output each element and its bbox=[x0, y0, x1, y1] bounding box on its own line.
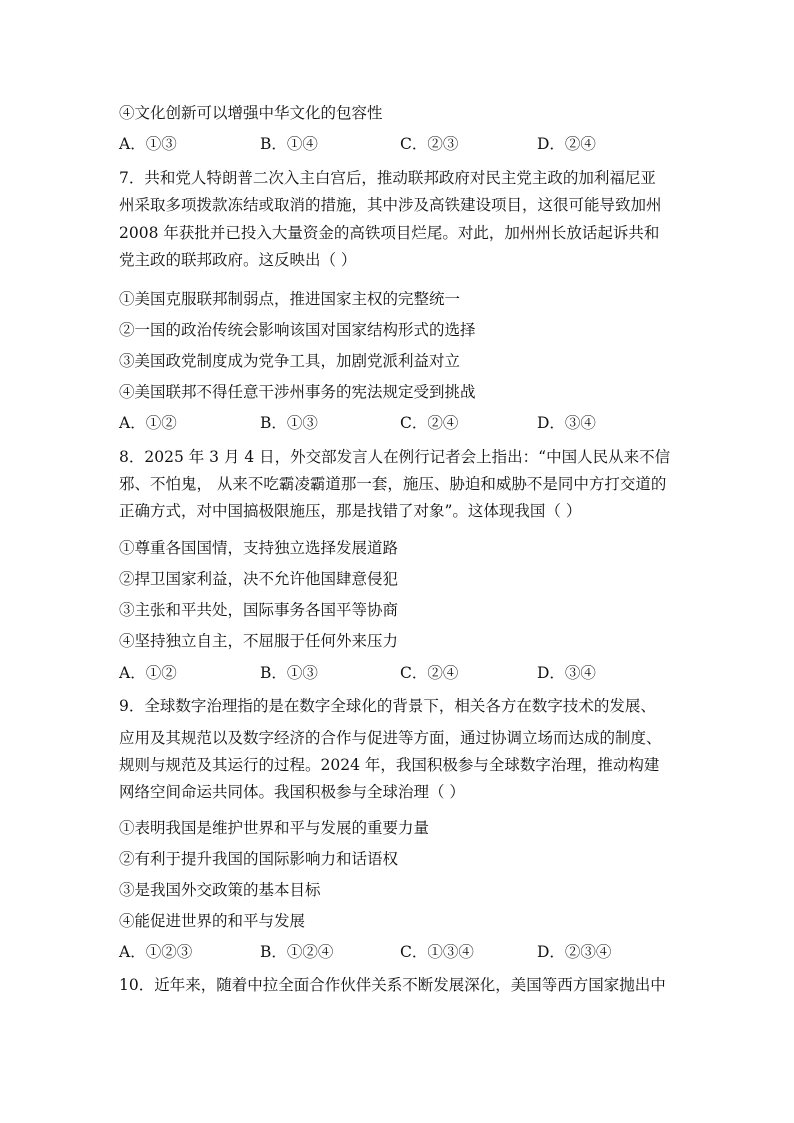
q9-stem-line-1: 9．全球数字治理指的是在数字全球化的背景下，相关各方在数字技术的发展、 bbox=[119, 697, 656, 715]
q6-option-b[interactable]: B．①④ bbox=[260, 135, 318, 153]
q7-option-a[interactable]: A．①② bbox=[119, 414, 177, 432]
q9-statement-3: ③是我国外交政策的基本目标 bbox=[119, 881, 321, 899]
q7-option-b[interactable]: B．①③ bbox=[260, 414, 318, 432]
q7-statement-3: ③美国政党制度成为党争工具，加剧党派利益对立 bbox=[119, 352, 461, 370]
q8-statement-1: ①尊重各国国情，支持独立选择发展道路 bbox=[119, 539, 399, 557]
q6-option-d[interactable]: D．②④ bbox=[537, 135, 596, 153]
q9-stem-line-2: 应用及其规范以及数字经济的合作与促进等方面，通过协调立场而达成的制度、 bbox=[119, 729, 662, 747]
q8-options bbox=[119, 663, 679, 683]
q8-option-d[interactable]: D．③④ bbox=[537, 664, 596, 682]
q8-stem-line-3: 正确方式，对中国搞极限施压，那是找错了对象”。这体现我国（ ） bbox=[119, 502, 582, 520]
q7-stem-line-2: 州采取多项拨款冻结或取消的措施，其中涉及高铁建设项目，这很可能导致加州 bbox=[119, 196, 662, 214]
q9-option-c[interactable]: C．①③④ bbox=[400, 943, 474, 961]
q8-statement-4: ④坚持独立自主，不屈服于任何外来压力 bbox=[119, 632, 399, 650]
q8-option-a[interactable]: A．①② bbox=[119, 664, 177, 682]
q9-statement-2: ②有利于提升我国的国际影响力和话语权 bbox=[119, 850, 399, 868]
q7-statement-2: ②一国的政治传统会影响该国对国家结构形式的选择 bbox=[119, 321, 476, 339]
q8-stem-line-1: 8．2025 年 3 月 4 日，外交部发言人在例行记者会上指出：“中国人民从来不信 bbox=[119, 448, 671, 466]
q7-options bbox=[119, 413, 679, 433]
q9-statement-4: ④能促进世界的和平与发展 bbox=[119, 912, 306, 930]
q7-option-d[interactable]: D．③④ bbox=[537, 414, 596, 432]
q9-statement-1: ①表明我国是维护世界和平与发展的重要力量 bbox=[119, 819, 430, 837]
q7-option-c[interactable]: C．②④ bbox=[400, 414, 459, 432]
q9-option-a[interactable]: A．①②③ bbox=[119, 943, 193, 961]
q6-option-c[interactable]: C．②③ bbox=[400, 135, 459, 153]
q6-options bbox=[119, 134, 679, 154]
q9-option-d[interactable]: D．②③④ bbox=[537, 943, 612, 961]
q7-stem-line-4: 党主政的联邦政府。这反映出（ ） bbox=[119, 251, 357, 269]
q9-stem-line-3: 规则与规范及其运行的过程。2024 年，我国积极参与全球数字治理，推动构建 bbox=[119, 756, 660, 774]
q6-option-a[interactable]: A．①③ bbox=[119, 135, 177, 153]
q8-statement-2: ②捍卫国家利益，决不允许他国肆意侵犯 bbox=[119, 570, 399, 588]
q9-options bbox=[119, 942, 679, 962]
q7-statement-4: ④美国联邦不得任意干涉州事务的宪法规定受到挑战 bbox=[119, 383, 476, 401]
q8-option-b[interactable]: B．①③ bbox=[260, 664, 318, 682]
q7-stem-line-1: 7．共和党人特朗普二次入主白宫后，推动联邦政府对民主党主政的加利福尼亚 bbox=[119, 169, 656, 187]
q9-option-b[interactable]: B．①②④ bbox=[260, 943, 334, 961]
q7-statement-1: ①美国克服联邦制弱点，推进国家主权的完整统一 bbox=[119, 290, 461, 308]
q10-stem-line-1: 10．近年来，随着中拉全面合作伙伴关系不断发展深化，美国等西方国家抛出中 bbox=[119, 976, 666, 994]
q9-stem-line-4: 网络空间命运共同体。我国积极参与全球治理（ ） bbox=[119, 783, 465, 801]
q8-option-c[interactable]: C．②④ bbox=[400, 664, 459, 682]
q6-statement-4: ④文化创新可以增强中华文化的包容性 bbox=[119, 104, 383, 122]
q8-statement-3: ③主张和平共处，国际事务各国平等协商 bbox=[119, 601, 399, 619]
q8-stem-line-2: 邪、不怕鬼， 从来不吃霸凌霸道那一套，施压、胁迫和威胁不是同中方打交道的 bbox=[119, 475, 667, 493]
q7-stem-line-3: 2008 年获批并已投入大量资金的高铁项目烂尾。对此，加州州长放话起诉共和 bbox=[119, 224, 660, 242]
